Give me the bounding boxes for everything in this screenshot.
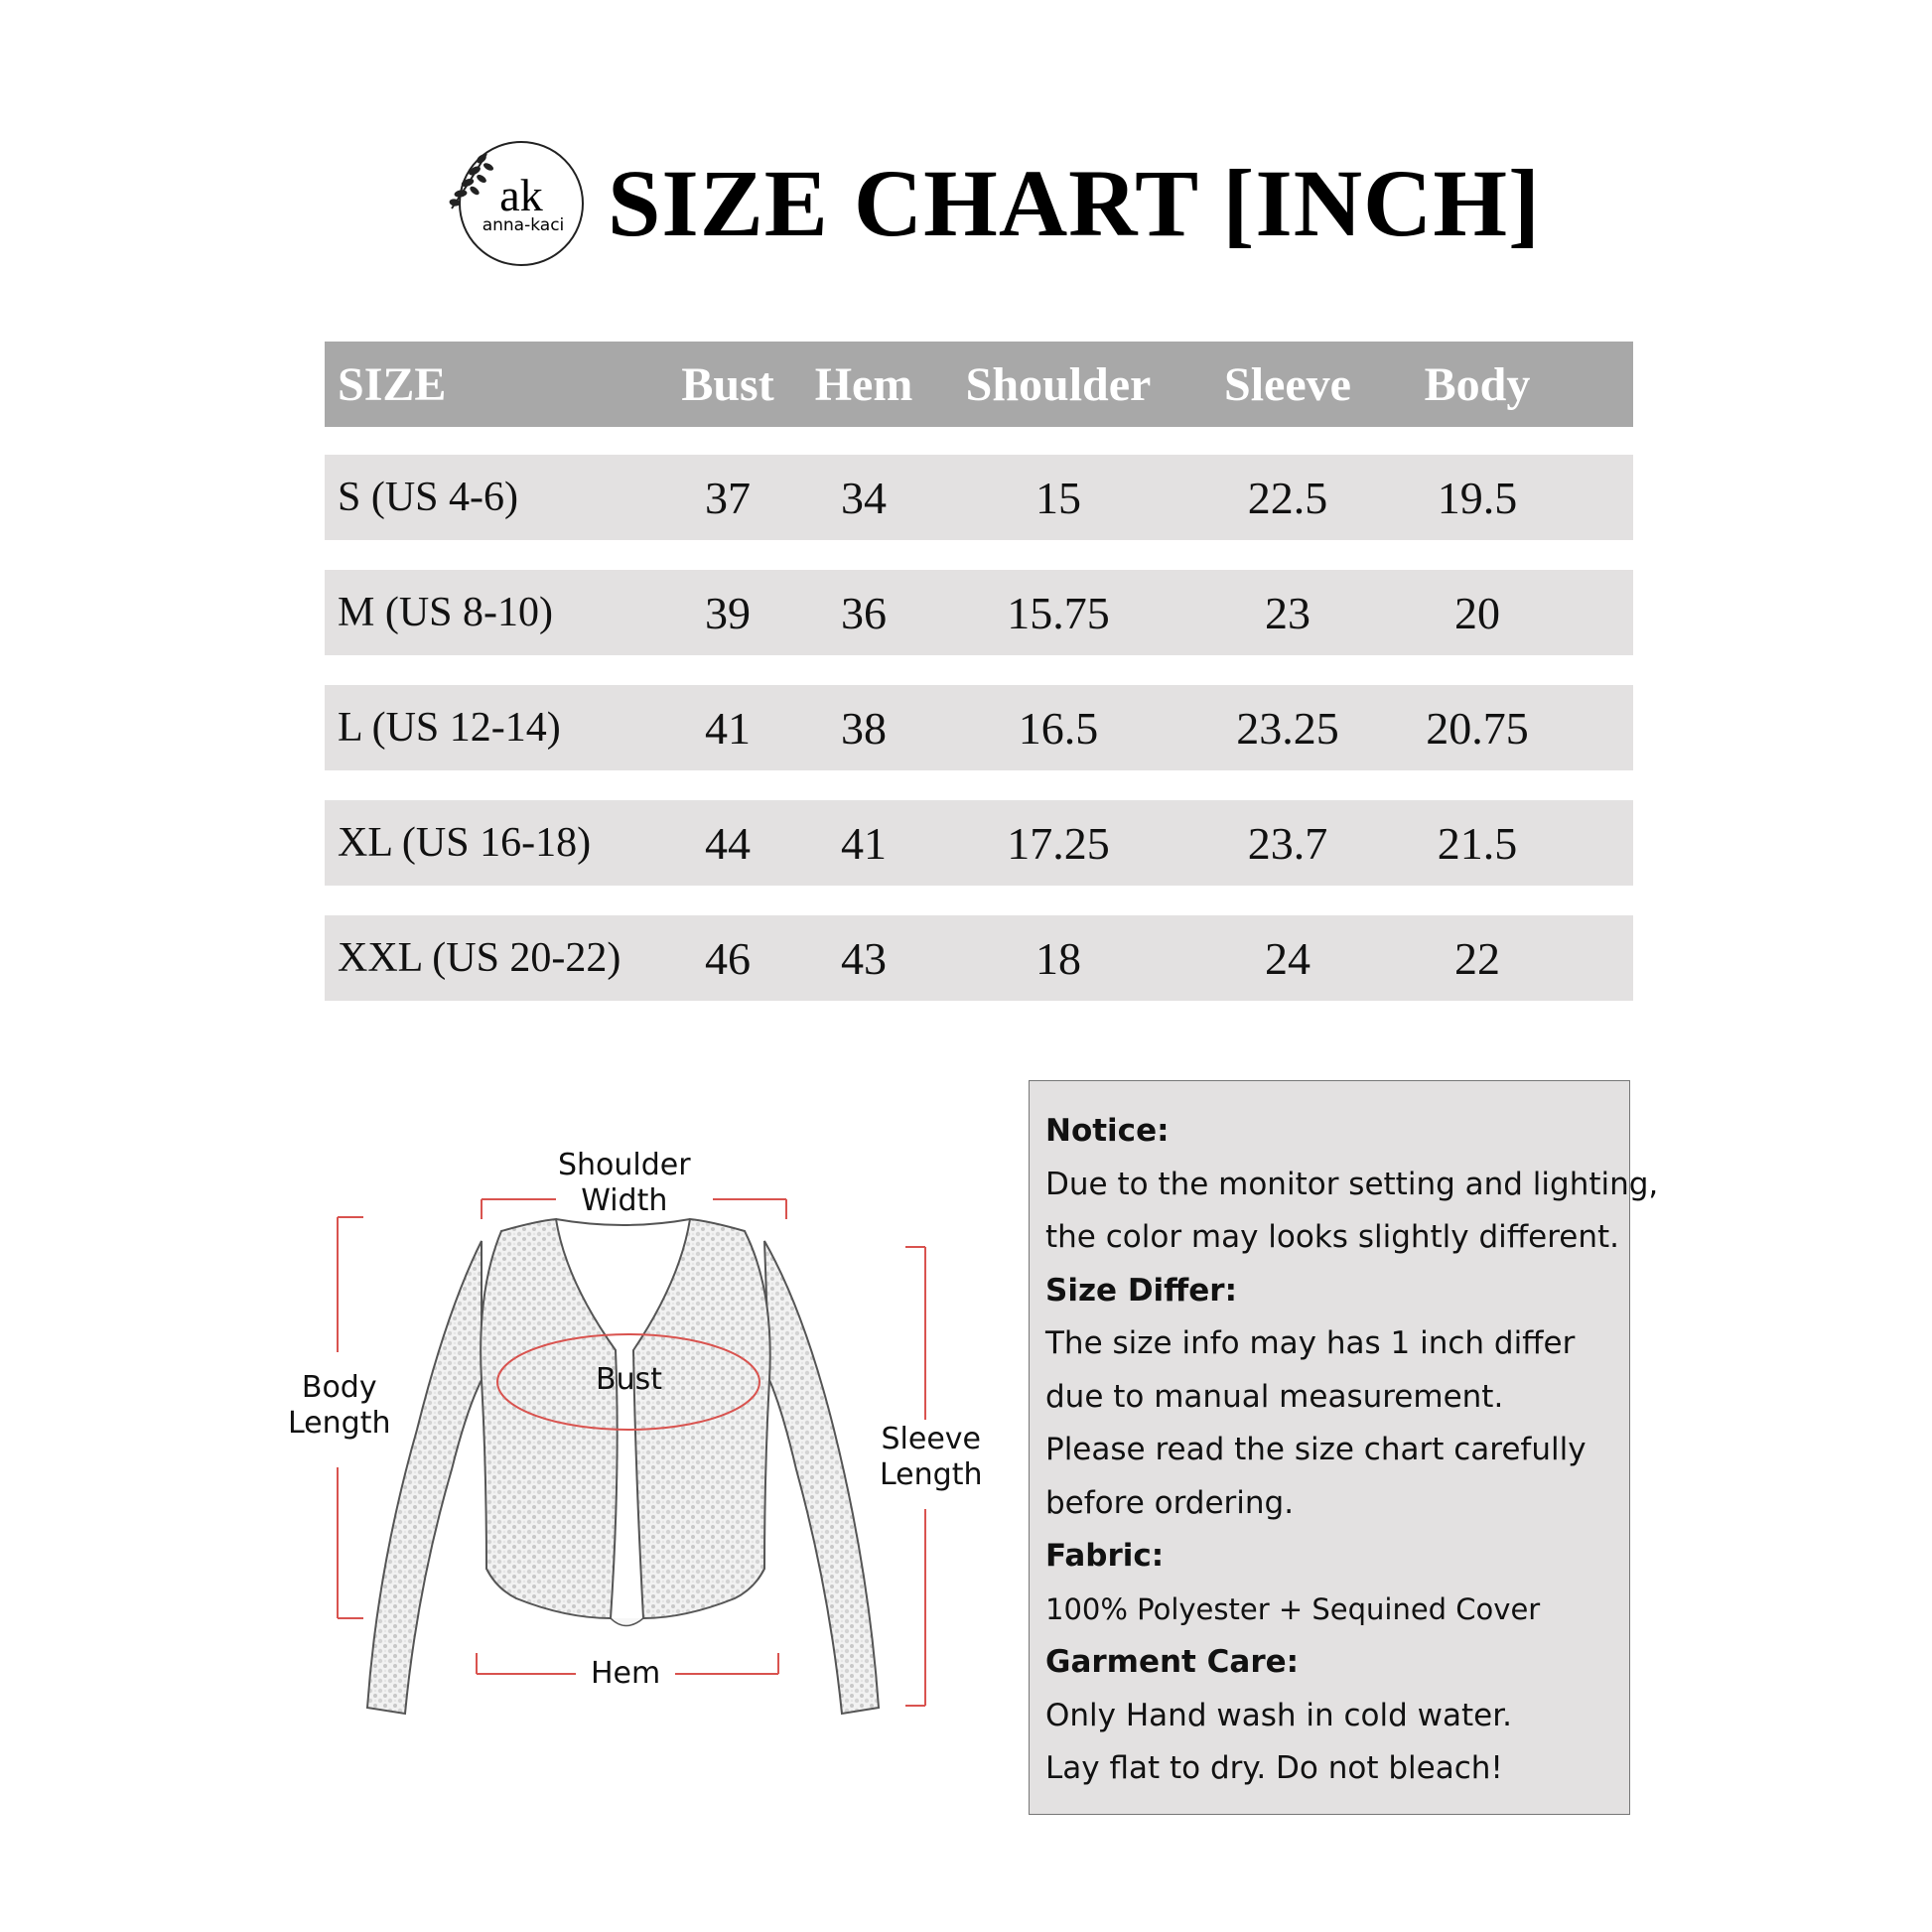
cell-hem: 34	[841, 472, 887, 523]
garment-care-line: Only Hand wash in cold water.	[1045, 1697, 1512, 1733]
cell-body: 20	[1454, 587, 1500, 638]
sleeve-length-label: Sleeve Length	[880, 1422, 983, 1492]
right-sleeve	[764, 1241, 879, 1714]
cell-bust: 46	[705, 932, 751, 984]
header-size: SIZE	[338, 357, 447, 411]
cell-shoulder: 15	[1035, 472, 1081, 523]
measurement-diagram	[268, 1132, 1023, 1747]
bust-label: Bust	[596, 1362, 662, 1397]
brand-logo	[442, 139, 586, 268]
cell-sleeve: 24	[1265, 932, 1311, 984]
laurel-icon	[450, 153, 494, 208]
cell-shoulder: 18	[1035, 932, 1081, 984]
left-front-panel	[481, 1219, 617, 1618]
notice-heading: Notice:	[1045, 1113, 1170, 1149]
cell-sleeve: 23.25	[1236, 702, 1339, 754]
size-differ-line: due to manual measurement.	[1045, 1378, 1504, 1415]
header-hem: Hem	[814, 357, 913, 411]
cell-bust: 41	[705, 702, 751, 754]
page-title: SIZE CHART [INCH]	[608, 150, 1542, 256]
table-row	[325, 685, 1633, 770]
cell-size: L (US 12-14)	[338, 705, 561, 751]
size-differ-heading: Size Differ:	[1045, 1272, 1237, 1309]
fabric-line: 100% Polyester + Sequined Cover	[1045, 1591, 1541, 1626]
header-sleeve: Sleeve	[1224, 357, 1351, 411]
cell-shoulder: 17.25	[1007, 817, 1110, 869]
cell-body: 22	[1454, 932, 1500, 984]
size-table	[325, 342, 1633, 1001]
header-bust: Bust	[681, 357, 774, 411]
cell-shoulder: 16.5	[1018, 702, 1099, 754]
brand-name: anna-kaci	[482, 215, 565, 235]
cell-bust: 44	[705, 817, 751, 869]
cell-size: S (US 4-6)	[338, 475, 519, 520]
table-row	[325, 455, 1633, 540]
notice-box	[1029, 1080, 1659, 1815]
cell-size: M (US 8-10)	[338, 590, 553, 635]
cell-hem: 43	[841, 932, 887, 984]
table-row	[325, 800, 1633, 886]
notice-line: Due to the monitor setting and lighting,	[1045, 1166, 1659, 1202]
cell-hem: 36	[841, 587, 887, 638]
cell-size: XL (US 16-18)	[338, 820, 592, 866]
cell-shoulder: 15.75	[1007, 587, 1110, 638]
size-differ-line: The size info may has 1 inch differ	[1045, 1325, 1576, 1361]
shoulder-width-label: Shoulder Width	[558, 1148, 691, 1218]
table-row	[325, 915, 1633, 1001]
hem-label: Hem	[591, 1656, 661, 1691]
size-differ-line: Please read the size chart carefully	[1045, 1432, 1587, 1467]
cell-bust: 37	[705, 472, 751, 523]
notice-line: the color may looks slightly different.	[1045, 1219, 1619, 1255]
garment-care-line: Lay flat to dry. Do not bleach!	[1045, 1750, 1503, 1786]
left-sleeve	[367, 1241, 482, 1714]
cell-sleeve: 23	[1265, 587, 1311, 638]
cell-size: XXL (US 20-22)	[338, 935, 621, 981]
fabric-heading: Fabric:	[1045, 1538, 1165, 1574]
garment-care-heading: Garment Care:	[1045, 1644, 1300, 1680]
cell-hem: 38	[841, 702, 887, 754]
table-row	[325, 570, 1633, 655]
cell-bust: 39	[705, 587, 751, 638]
cell-sleeve: 22.5	[1247, 472, 1328, 523]
cell-body: 19.5	[1437, 472, 1518, 523]
body-length-label: Body Length	[288, 1370, 391, 1441]
brand-monogram: ak	[499, 170, 543, 220]
size-differ-line: before ordering.	[1045, 1484, 1295, 1521]
cell-sleeve: 23.7	[1247, 817, 1328, 869]
cell-hem: 41	[841, 817, 887, 869]
header-body: Body	[1424, 357, 1531, 411]
header-shoulder: Shoulder	[965, 357, 1152, 411]
cell-body: 21.5	[1437, 817, 1518, 869]
cell-body: 20.75	[1426, 702, 1529, 754]
table-header	[325, 342, 1633, 427]
right-front-panel	[633, 1219, 770, 1618]
